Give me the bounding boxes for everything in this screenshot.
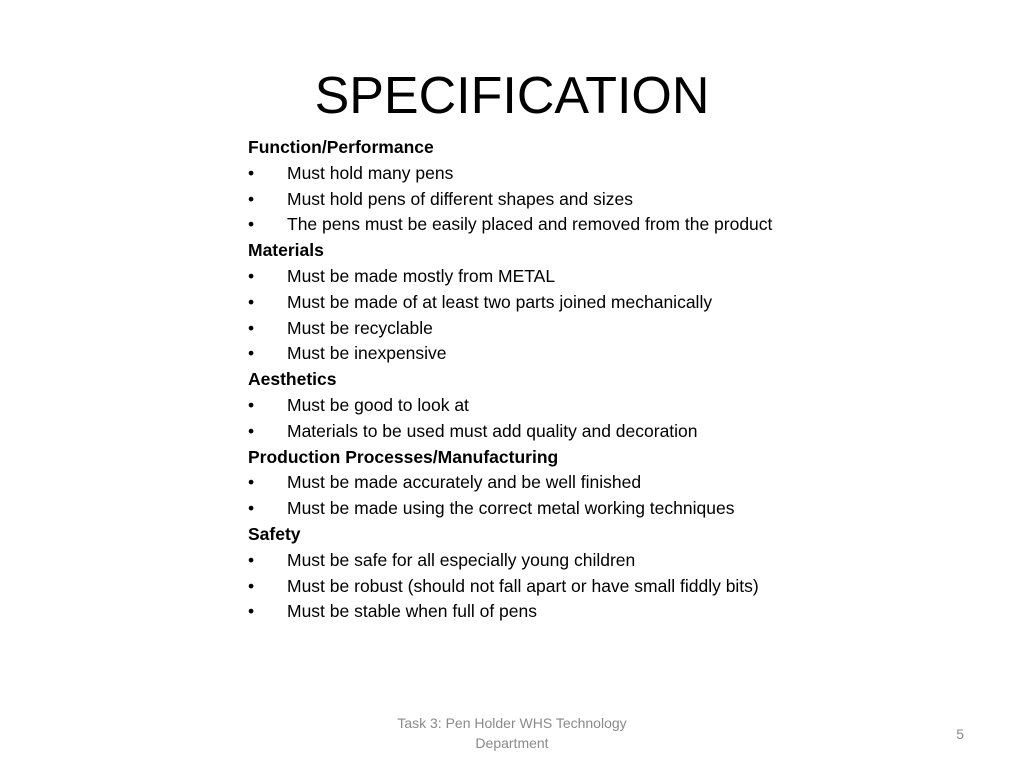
list-item: [248, 393, 888, 419]
section-heading-production-processes: Production Processes/Manufacturing: [248, 446, 559, 467]
bullet-icon: •: [248, 575, 255, 596]
bullet-icon: •: [248, 549, 255, 570]
bullet-text: Must be recyclable: [287, 317, 433, 338]
bullet-icon: •: [248, 472, 255, 493]
bullet-icon: •: [248, 265, 255, 286]
page-number: 5: [956, 726, 964, 742]
bullet-icon: •: [248, 498, 255, 519]
bullet-text: Must be made mostly from METAL: [287, 265, 556, 286]
bullet-icon: •: [248, 343, 255, 364]
list-item: [248, 264, 888, 290]
bullet-text: Must be safe for all especially young children: [287, 549, 636, 570]
bullet-text: Must be good to look at: [287, 394, 469, 415]
list-item: [248, 161, 888, 187]
list-item: [248, 187, 888, 213]
bullet-icon: •: [248, 214, 255, 235]
bullet-text: Must be robust (should not fall apart or have small fiddly bits): [287, 575, 759, 596]
list-item: [248, 599, 888, 625]
bullet-icon: •: [248, 291, 255, 312]
bullet-text: Must be stable when full of pens: [287, 601, 538, 622]
slide-footer: [362, 713, 662, 753]
bullet-icon: •: [248, 394, 255, 415]
list-item: [248, 419, 888, 445]
section-heading-aesthetics: Aesthetics: [248, 369, 337, 390]
bullet-icon: •: [248, 420, 255, 441]
bullet-icon: •: [248, 188, 255, 209]
bullet-text: Materials to be used must add quality and decoration: [287, 420, 698, 441]
list-item: [248, 496, 888, 522]
specification-list: [248, 135, 888, 625]
list-item: [248, 341, 888, 367]
bullet-icon: •: [248, 317, 255, 338]
list-item: [248, 548, 888, 574]
bullet-text: The pens must be easily placed and removed from the product: [287, 214, 773, 235]
bullet-text: Must hold pens of different shapes and sizes: [287, 188, 634, 209]
slide-title: SPECIFICATION: [314, 67, 710, 125]
footer-line-1: Task 3: Pen Holder WHS Technology: [397, 715, 627, 731]
bullet-icon: •: [248, 162, 255, 183]
section-heading-safety: Safety: [248, 523, 301, 544]
list-item: [248, 212, 888, 238]
bullet-text: Must be made accurately and be well finished: [287, 472, 642, 493]
list-item: [248, 470, 888, 496]
footer-line-2: Department: [475, 735, 549, 751]
list-item: [248, 290, 888, 316]
bullet-text: Must hold many pens: [287, 162, 454, 183]
bullet-text: Must be inexpensive: [287, 343, 447, 364]
bullet-text: Must be made of at least two parts joined mechanically: [287, 291, 713, 312]
bullet-text: Must be made using the correct metal working techniques: [287, 498, 735, 519]
section-heading-materials: Materials: [248, 240, 324, 261]
section-heading-function-performance: Function/Performance: [248, 137, 434, 157]
list-item: [248, 316, 888, 342]
bullet-icon: •: [248, 601, 255, 622]
list-item: [248, 574, 888, 600]
